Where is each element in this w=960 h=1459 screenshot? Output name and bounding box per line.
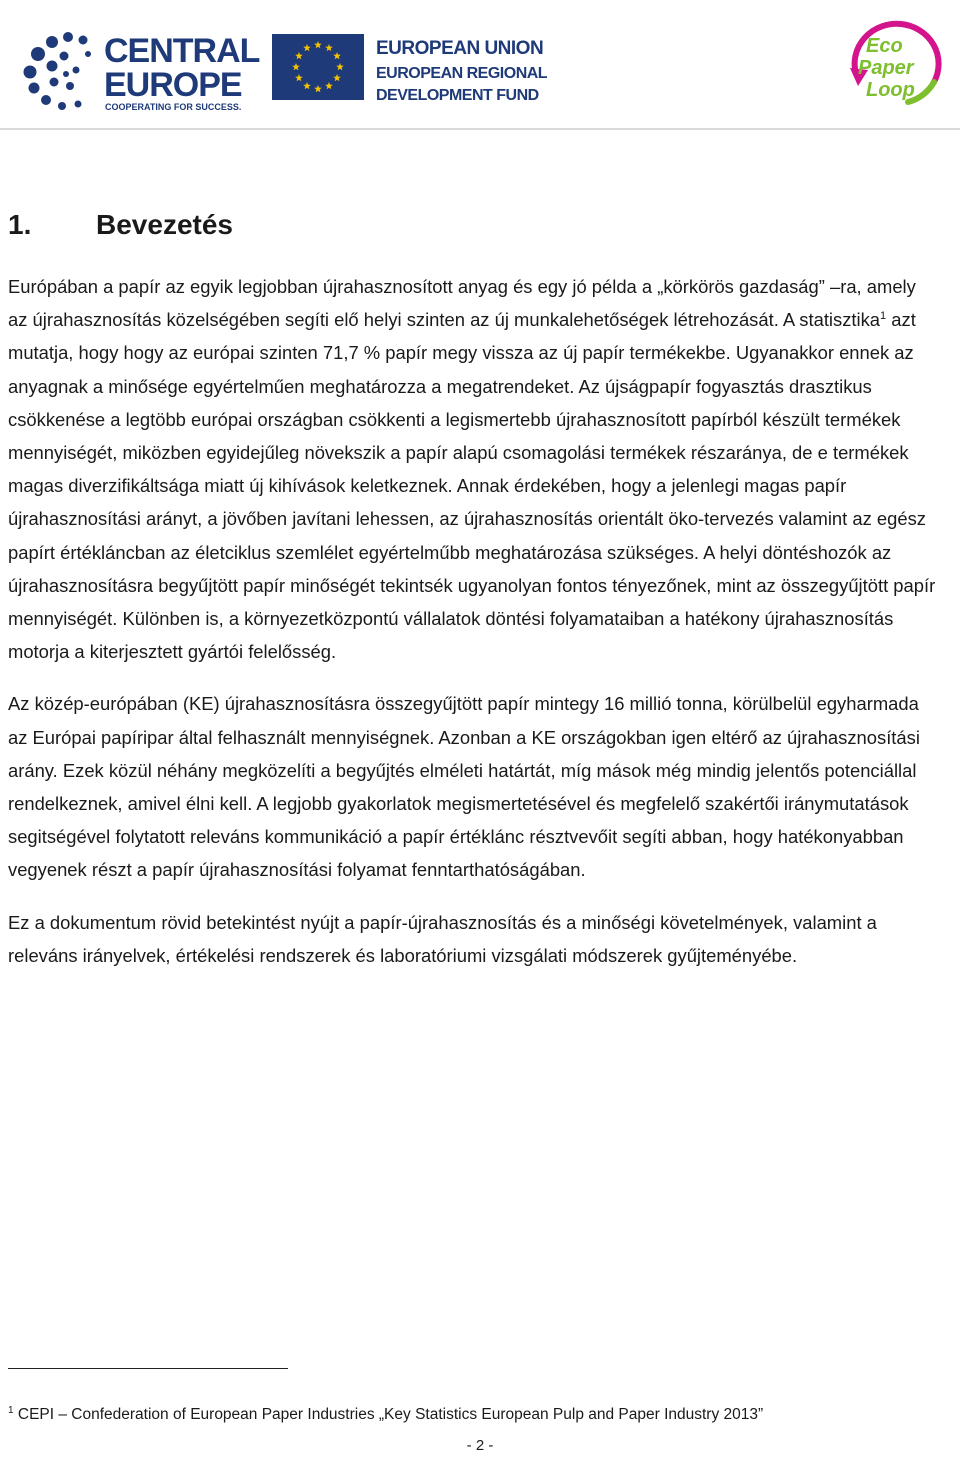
page-number: - 2 -: [466, 1437, 494, 1454]
paragraph-1: [8, 270, 938, 668]
central-europe-logo-tagline: COOPERATING FOR SUCCESS.: [105, 102, 242, 112]
central-europe-logo-line2: EUROPE: [104, 66, 242, 104]
paragraph-1-part-a: Európában a papír az egyik legjobban újrahasznosított anyag és egy jó példa a „körkörös gazdaság” –ra, amely az újrahasznosítás közelségében segíti elő helyi szinten az új munkalehetőségek létrehozását. A statisztika: [8, 276, 916, 331]
footnote-text: CEPI – Confederation of European Paper Industries „Key Statistics European Pulp and Paper Industry 2013”: [13, 1406, 764, 1423]
eu-logo-line2: EUROPEAN REGIONAL: [376, 65, 548, 82]
section-title: Bevezetés: [96, 209, 233, 240]
eco-paper-loop-logo: [836, 12, 950, 108]
header-divider: [0, 128, 960, 130]
footnote-reference: 1: [880, 310, 887, 323]
footnote: [8, 1405, 948, 1425]
paragraph-3: Ez a dokumentum rövid betekintést nyújt a papír-újrahasznosítás és a minőségi követelmények, valamint a releváns irányelvek, értékelési rendszerek és laboratóriumi vizsgálati módszerek gyűjteményébe.: [8, 911, 877, 966]
eu-flag-icon: [272, 34, 364, 100]
eco-logo-line3: Loop: [866, 79, 915, 101]
page-header: [0, 0, 960, 130]
eco-logo-line1: Eco: [866, 35, 903, 57]
section-heading: [8, 196, 938, 254]
section-number: 1.: [8, 209, 32, 240]
eu-logo-text: [376, 34, 548, 106]
eco-logo-line2: Paper: [858, 57, 914, 79]
paragraph-2: Az közép-európában (KE) újrahasznosításra összegyűjtött papír mintegy 16 millió tonna, körülbelül egyharmada az Európai papíripar által felhasznált mennyiségnek. Azonban a KE országokban igen eltérő az újrahasznosítási arány. Ezek közül néhány megközelíti a begyűjtés elméleti határtát, míg mások még mindig jelentős potenciállal rendelkeznek, amivel élni kell. A legjobb gyakorlatok megismertetésével és megfelelő szakértői iránymutatások segitségével folytatott releváns kommunikáció a papír értéklánc résztvevőit segíti abban, hogy hatékonyabban vegyenek részt a papír újrahasznosítási folyamat fenntarthatóságában.: [8, 693, 920, 881]
document-body: [8, 196, 938, 991]
central-europe-logo-line1: CENTRAL: [104, 32, 260, 70]
footnote-marker: 1: [8, 1404, 14, 1416]
eu-logo-line1: EUROPEAN UNION: [376, 38, 544, 59]
eu-logo-line3: DEVELOPMENT FUND: [376, 87, 539, 104]
paragraph-1-part-b: azt mutatja, hogy hogy az európai szinten 71,7 % papír megy vissza az új papír termékekbe. Ugyanakkor ennek az anyagnak a minősége egyértelműen meghatározza a megatrendeket. Az újságpapír fogyasztás drasztikus csökkenése a legtöbb európai országban csökkenti a legismertebb újrahasznosított papírból készült termékek mennyiségét, miközben egyidejűleg növekszik a papír alapú csomagolási termékek részaránya, de e termékek magas diverzifikáltsága miatt új kihívások keletkeznek. Annak érdekében, hogy a jelenlegi magas papír újrahasznosítási arányt, a jövőben javítani lehessen, az újrahasznosítás orientált öko-tervezés valamint az egész papírt értékláncban az életciklus szemlélet egyértelműbb meghatározása szükséges. A helyi döntéshozók az újrahasznosításra begyűjtött papír minőségét tekintsék ugyanolyan fontos tényezőnek, mint az összegyűjtött papír mennyiségét. Különben is, a környezetközpontú vállalatok döntési folyamataiban a hatékony újrahasznosítás motorja a kiterjesztett gyártói felelősség.: [8, 309, 936, 663]
central-europe-logo: [18, 24, 260, 116]
footnote-divider: [8, 1368, 288, 1369]
